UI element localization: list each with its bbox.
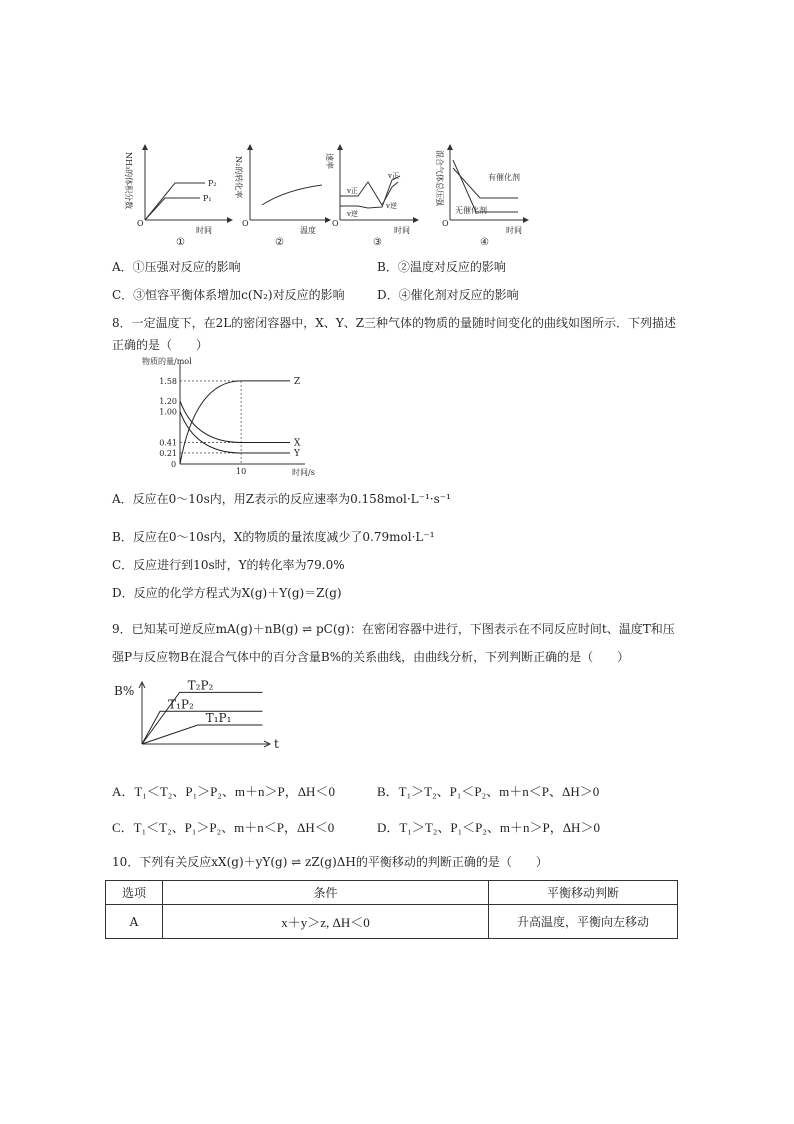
q8-stem-line2: 正确的是（ ） (112, 338, 209, 352)
figure-1 (145, 145, 232, 220)
x-tick-label: 10 (236, 467, 247, 476)
fig3-label-v-forward-1: v正 (347, 187, 358, 195)
q9-option-a[interactable]: A．T₁＜T₂、P₁＞P₂、m＋n＞P，ΔH＜0 (112, 784, 335, 799)
fig2-xlabel: 温度 (300, 226, 316, 235)
fig2-origin: O (242, 219, 249, 228)
table-cell: x＋y＞z, ΔH＜0 (163, 905, 489, 939)
curve-n2-conversion (262, 185, 322, 205)
fig4-origin: O (442, 219, 449, 228)
q8-option-a[interactable]: A．反应在0～10s内，用Z表示的反应速率为0.158mol·L⁻¹·s⁻¹ (112, 492, 451, 506)
fig4-caption: ④ (480, 237, 489, 248)
q7-option-d[interactable]: D．④催化剂对反应的影响 (377, 288, 519, 302)
figure-3 (340, 145, 418, 220)
series-line-T₁P₂ (142, 711, 262, 744)
table-header-cell: 选项 (106, 881, 163, 905)
q9-stem-line1: 9．已知某可逆反应mA(g)＋nB(g) ⇌ pC(g)：在密闭容器中进行，下图表示在不同反应时间t、温度T和压 (112, 622, 675, 636)
curve-without-catalyst (453, 160, 518, 212)
y-tick-label: 0.41 (159, 438, 177, 448)
q8-stem-line1: 8．一定温度下，在2L的密闭容器中，X、Y、Z三种气体的物质的量随时间变化的曲线如图所示．下列描述 (112, 316, 677, 330)
q9-option-d[interactable]: D．T₁＞T₂、P₁＜P₂、m＋n＞P，ΔH＞0 (377, 820, 600, 835)
y-tick-label: 1.00 (159, 407, 177, 417)
series-label-X: X (294, 438, 301, 449)
q10-stem: 10．下列有关反应xX(g)＋yY(g) ⇌ zZ(g)ΔH的平衡移动的判断正确的是（ ） (112, 855, 548, 869)
y-tick-label: 1.20 (159, 396, 177, 406)
q9-option-b[interactable]: B．T₁＞T₂、P₁＜P₂、m＋n＜P、ΔH＞0 (377, 784, 600, 799)
series-label-T₂P₂: T₂P₂ (187, 678, 214, 693)
table-cell: A (106, 905, 163, 939)
fig4-ylabel: 混合气体总压强 (435, 150, 444, 206)
q8-option-c[interactable]: C．反应进行到10s时，Y的转化率为79.0% (112, 558, 345, 572)
table-header-cell: 条件 (163, 881, 489, 905)
figure-2 (250, 145, 330, 220)
fig1-curve-label-p2: P₂ (208, 179, 217, 188)
table-header-row (106, 881, 678, 905)
fig1-caption: ① (176, 237, 185, 248)
series-label-T₁P₂: T₁P₂ (168, 697, 194, 712)
fig1-origin: O (137, 219, 144, 228)
fig3-label-v-reverse-2: v逆 (386, 202, 397, 210)
series-line-T₂P₂ (142, 692, 262, 744)
series-line-Z (180, 381, 290, 464)
fig2-caption: ② (275, 237, 284, 248)
y-axis-label: 物质的量/mol (142, 357, 192, 366)
table-row (106, 905, 678, 939)
series-line-Y (180, 411, 290, 453)
series-line-X (180, 401, 290, 443)
curve-p1 (145, 198, 200, 220)
x-axis-label: t (274, 737, 279, 751)
series-line-T₁P₁ (142, 725, 262, 744)
q7-option-b[interactable]: B．②温度对反应的影响 (377, 260, 506, 274)
curve-p2 (145, 183, 205, 220)
series-label-Y: Y (294, 448, 300, 459)
table-header-cell: 平衡移动判断 (489, 881, 678, 905)
fig3-ylabel: 速率 (325, 153, 334, 169)
fig2-ylabel: N₂的转化率 (234, 156, 243, 199)
fig1-xlabel: 时间 (196, 226, 212, 235)
fig3-caption: ③ (373, 237, 382, 248)
fig3-label-v-reverse-1: v逆 (347, 210, 358, 218)
fig4-label-without-catalyst: 无催化剂 (455, 206, 487, 215)
y-tick-label: 1.58 (159, 376, 177, 386)
fig4-xlabel: 时间 (506, 226, 522, 235)
q7-option-a[interactable]: A．①压强对反应的影响 (112, 260, 241, 274)
fig1-ylabel: NH₃的体积分数 (124, 152, 133, 210)
q8-option-d[interactable]: D．反应的化学方程式为X(g)＋Y(g)＝Z(g) (112, 586, 342, 600)
q8-chart (140, 352, 340, 482)
fig1-curve-label-p1: P₁ (203, 194, 212, 203)
fig3-label-v-forward-2: v正 (388, 172, 399, 180)
fig3-origin: O (332, 219, 339, 228)
q8-option-b[interactable]: B．反应在0～10s内，X的物质的量浓度减少了0.79mol·L⁻¹ (112, 530, 435, 544)
q9-chart (110, 672, 290, 772)
q9-stem-line2: 强P与反应物B在混合气体中的百分含量B%的关系曲线，由曲线分析，下列判断正确的是（ ） (112, 650, 630, 664)
q7-figures (0, 0, 794, 260)
q7-option-c[interactable]: C．③恒容平衡体系增加c(N₂)对反应的影响 (112, 288, 345, 302)
series-label-T₁P₁: T₁P₁ (205, 711, 232, 726)
fig3-xlabel: 时间 (394, 226, 410, 235)
q10-table (105, 880, 678, 939)
x-axis-label: 时间/s (292, 468, 315, 477)
y-axis-label: B% (114, 684, 135, 698)
y-tick-label: 0.21 (159, 448, 177, 458)
fig4-label-with-catalyst: 有催化剂 (488, 173, 520, 182)
q9-option-c[interactable]: C．T₁＜T₂、P₁＞P₂、m＋n＜P，ΔH＜0 (112, 820, 335, 835)
table-cell: 升高温度，平衡向左移动 (489, 905, 678, 939)
origin-label: 0 (171, 460, 177, 469)
series-label-Z: Z (294, 376, 301, 387)
